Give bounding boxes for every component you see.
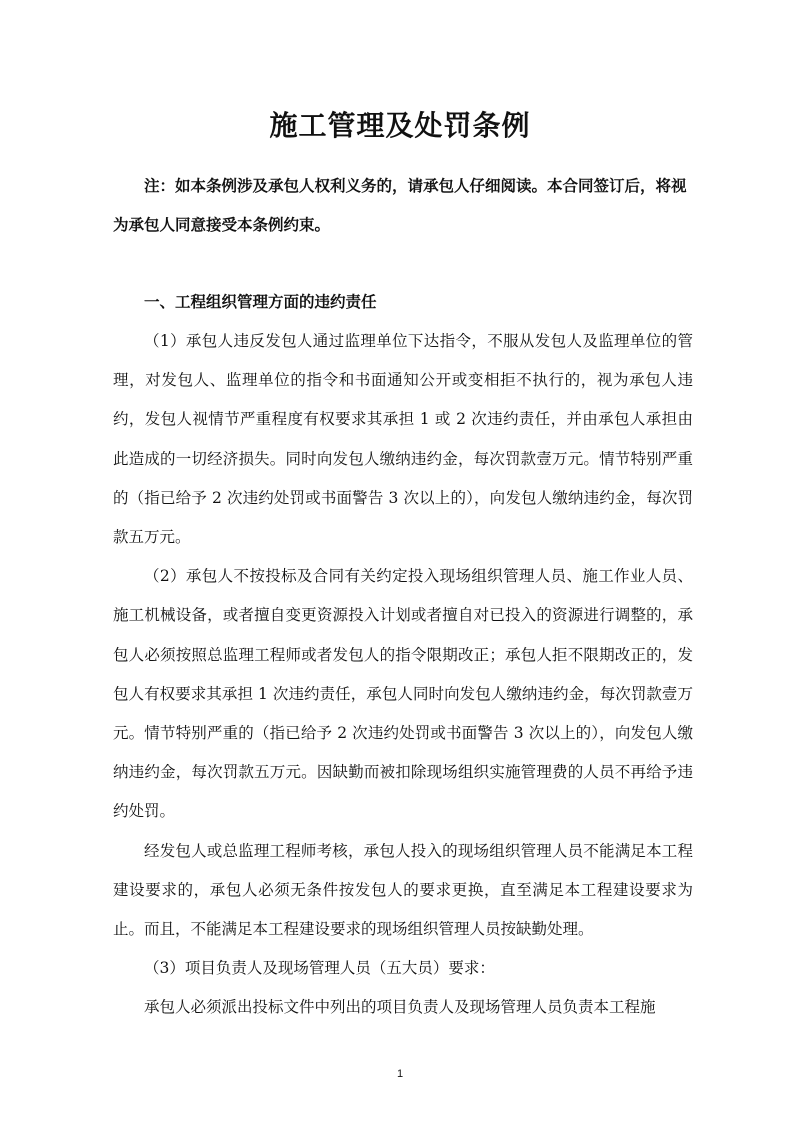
paragraph-clause-3-body: 承包人必须派出投标文件中列出的项目负责人及现场管理人员负责本工程施 xyxy=(144,998,656,1017)
reader-note: 注：如本条例涉及承包人权利义务的，请承包人仔细阅读。本合同签订后，将视为承包人同意接受本条例约束。 xyxy=(113,177,687,234)
document-body xyxy=(113,283,693,1028)
paragraph-clause-2: （2）承包人不按投标及合同有关约定投入现场组织管理人员、施工作业人员、施工机械设备，或者擅自变更资源投入计划或者擅自对已投入的资源进行调整的，承包人必须按照总监理工程师或者发包人的指令限期改正；承包人拒不限期改正的，发包人有权要求其承担 1 次违约责任，承包人同时向发包人缴纳违约金，每次罚款壹万元。情节特别严重的（指已给予 2 次违约处罚或书面警告 3 次以上的），向发包人缴纳违约金，每次罚款五万元。因缺勤而被扣除现场组织实施管理费的人员不再给予违约处罚。 xyxy=(113,567,693,821)
paragraph-assessment: 经发包人或总监理工程师考核，承包人投入的现场组织管理人员不能满足本工程建设要求的，承包人必须无条件按发包人的要求更换，直至满足本工程建设要求为止。而且，不能满足本工程建设要求的现场组织管理人员按缺勤处理。 xyxy=(113,841,693,939)
section-heading: 一、工程组织管理方面的违约责任 xyxy=(144,293,377,311)
paragraph-clause-3: （3）项目负责人及现场管理人员（五大员）要求： xyxy=(144,959,495,978)
page-number: 1 xyxy=(396,1068,404,1080)
document-title: 施工管理及处罚条例 xyxy=(269,109,531,142)
paragraph-clause-1: （1）承包人违反发包人通过监理单位下达指令，不服从发包人及监理单位的管理，对发包人、监理单位的指令和书面通知公开或变相拒不执行的，视为承包人违约，发包人视情节严重程度有权要求其承担 1 或 2 次违约责任，并由承包人承担由此造成的一切经济损失。同时向发包人缴纳违约金，每次罚款壹万元。情节特别严重的（指已给予 2 次违约处罚或书面警告 3 次以上的），向发包人缴纳违约金，每次罚款五万元。 xyxy=(113,332,693,547)
